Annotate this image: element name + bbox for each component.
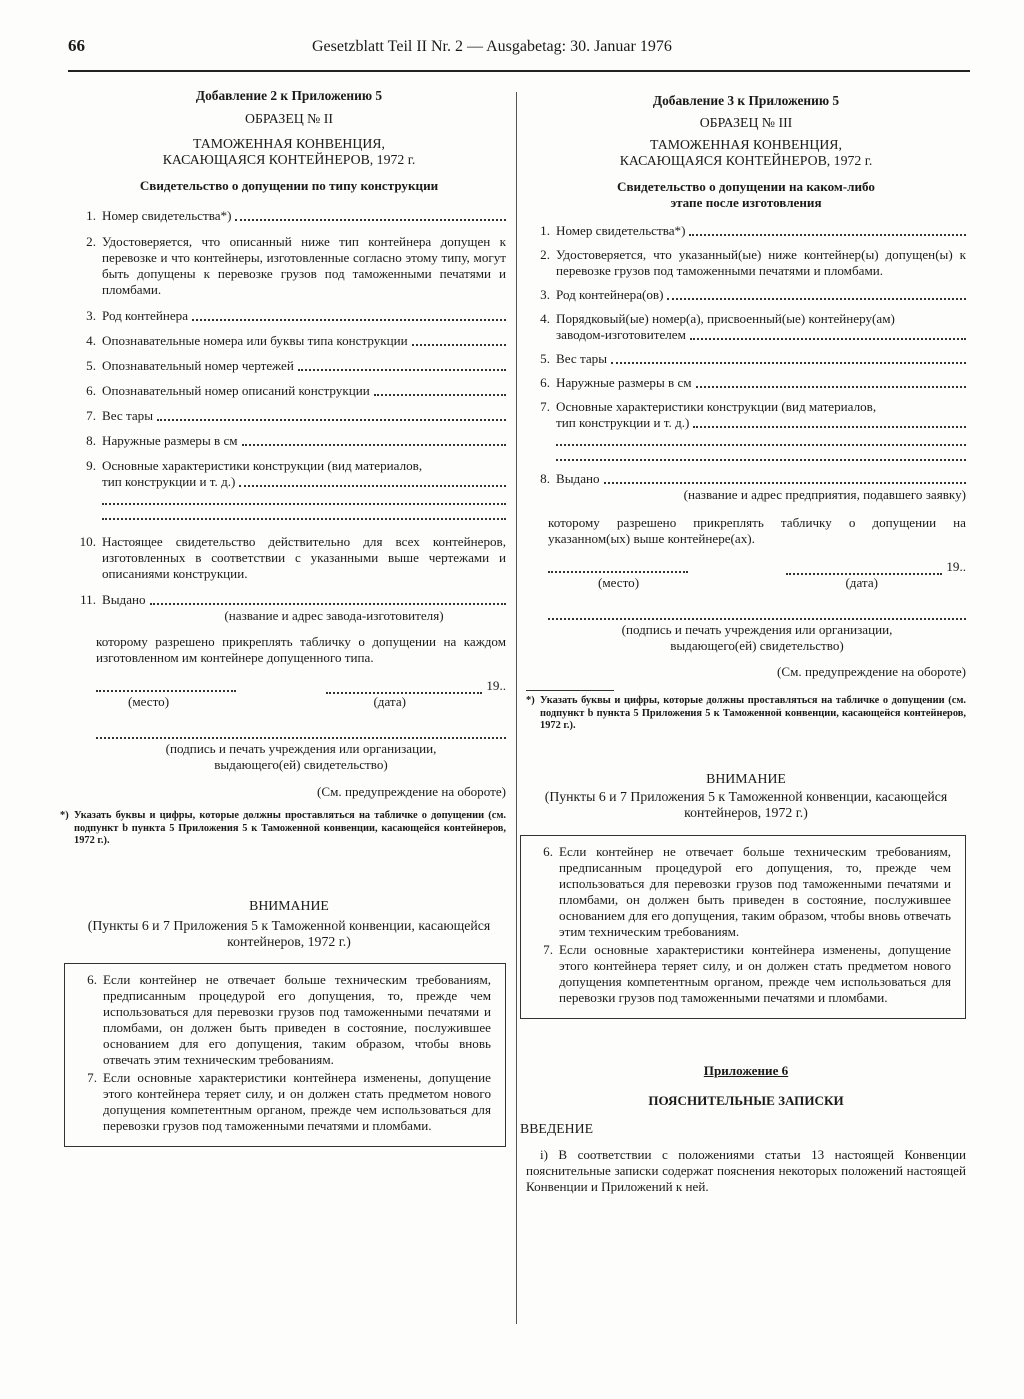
certificate-title-line-1: Свидетельство о допущении на каком-либо xyxy=(617,179,875,194)
form-item: 5. Вес тары xyxy=(526,351,966,367)
form-item: 6. Наружные размеры в см xyxy=(526,375,966,391)
warning-item: 6. Если контейнер не отвечает больше техническим требованиям, предписанным процедурой его допущения, то, прежде чем использоваться для перевозки грузов под таможенными печатями и пломбами, он должен быть приведен в состояние, послужившее основанием для его допущения, таким образом, чтобы вновь отвечать этим техническим требованиям. xyxy=(543,843,951,939)
fill-in-line[interactable] xyxy=(556,431,966,446)
intro-text: i) В соответствии с положениями статьи 13 настоящей Конвенции пояснительные записки содержат пояснения некоторых положений настоящей Конвенции и Приложений к ней. xyxy=(526,1146,966,1194)
form-item: 4. Опознавательные номера или буквы типа конструкции xyxy=(72,333,506,349)
place-field[interactable] xyxy=(96,678,236,692)
fill-in-line[interactable] xyxy=(696,385,966,388)
column-divider xyxy=(516,92,517,1324)
form-items xyxy=(526,223,966,503)
signature-block xyxy=(526,605,966,654)
warning-box xyxy=(520,835,966,1019)
form-item: 9. Основные характеристики конструкции (вид материалов, тип конструкции и т. д.) xyxy=(72,458,506,520)
date-caption: (дата) xyxy=(373,694,406,709)
right-column xyxy=(520,93,966,1195)
form-item: 6. Опознавательный номер описаний конструкции xyxy=(72,383,506,399)
attention-heading: ВНИМАНИЕ xyxy=(249,897,329,913)
fill-in-line[interactable] xyxy=(611,361,966,364)
fill-in-line[interactable] xyxy=(412,343,506,346)
fill-in-line[interactable] xyxy=(374,393,506,396)
convention-line-2: КАСАЮЩАЯСЯ КОНТЕЙНЕРОВ, 1972 г. xyxy=(619,153,873,168)
date-field[interactable] xyxy=(326,680,482,694)
convention-line-1: ТАМОЖЕННАЯ КОНВЕНЦИЯ, xyxy=(650,137,842,152)
form-item: 2. Удостоверяется, что описанный ниже тип контейнера допущен к перевозке и что контейнеры, изготовленные согласно этому типу, могут быть допущены к перевозке грузов под таможенными печатями и пломбами. xyxy=(86,234,506,297)
fill-in-line[interactable] xyxy=(150,602,506,605)
place-field[interactable] xyxy=(548,559,688,573)
certificate-title: Свидетельство о допущении по типу конструкции xyxy=(139,178,439,193)
form-item: 2. Удостоверяется, что указанный(ые) ниже контейнер(ы) допущен(ы) к перевозке грузов под таможенными печатями и пломбами. xyxy=(540,247,966,278)
signature-caption: (подпись и печать учреждения или организации, выдающего(ей) свидетельство) xyxy=(165,741,437,772)
place-caption: (место) xyxy=(598,575,640,590)
permit-text: которому разрешено прикреплять табличку о допущении на указанном(ых) выше контейнере(ах). xyxy=(548,515,966,546)
permit-text: которому разрешено прикреплять табличку о допущении на каждом изготовленном им контейнере допущенного типа. xyxy=(96,634,506,665)
see-reverse-note: (См. предупреждение на обороте) xyxy=(317,784,506,799)
appendix-heading: Добавление 3 к Приложению 5 xyxy=(652,93,840,108)
attention-subheading: (Пункты 6 и 7 Приложения 5 к Таможенной конвенции, касающейся контейнеров, 1972 г.) xyxy=(87,917,491,949)
signature-field[interactable] xyxy=(96,724,506,739)
fill-in-line[interactable] xyxy=(192,318,506,321)
convention-line-1: ТАМОЖЕННАЯ КОНВЕНЦИЯ, xyxy=(193,136,385,151)
form-item: 3. Род контейнера xyxy=(72,308,506,324)
form-item: 1. Номер свидетельства*) xyxy=(526,223,966,239)
gazette-title: Gesetzblatt Teil II Nr. 2 — Ausgabetag: 30. Januar 1976 xyxy=(312,38,672,55)
issuer-caption: (название и адрес завода-изготовителя) xyxy=(224,608,444,623)
warning-item: 6. Если контейнер не отвечает больше техническим требованиям, предписанным процедурой его допущения, то, прежде чем использоваться для перевозки грузов под таможенными печатями и пломбами, он должен быть приведен в состояние, послужившее основанием для его допущения, таким образом, чтобы вновь отвечать этим техническим требованиям. xyxy=(87,971,491,1067)
signature-caption: (подпись и печать учреждения или организации, выдающего(ей) свидетельство) xyxy=(621,622,893,653)
warning-item: 7. Если основные характеристики контейнера изменены, допущение этого контейнера теряет силу, и он должен стать предметом нового допущения компетентным органом, прежде чем использоваться для перевозки грузов под таможенными печатями и пломбами. xyxy=(543,941,951,1005)
signature-block xyxy=(72,724,506,773)
fill-in-line[interactable] xyxy=(693,425,966,428)
signature-field[interactable] xyxy=(548,605,966,620)
issuer-caption: (название и адрес предприятия, подавшего заявку) xyxy=(683,487,966,502)
form-item: 7. Вес тары xyxy=(72,408,506,424)
form-item: 8. Наружные размеры в см xyxy=(72,433,506,449)
form-item: 3. Род контейнера(ов) xyxy=(526,287,966,303)
form-item: 1. Номер свидетельства*) xyxy=(72,208,506,224)
footnote: *) Указать буквы и цифры, которые должны проставляться на табличке о допущении (см. подпункт b пункта 5 Приложения 5 к Таможенной конвенции, касающейся контейнеров, 1972 г.). xyxy=(60,810,506,846)
certificate-title-line-2: этапе после изготовления xyxy=(670,195,822,210)
fill-in-line[interactable] xyxy=(235,218,506,221)
place-date-block xyxy=(526,559,966,591)
date-field[interactable] xyxy=(786,561,942,575)
form-items xyxy=(72,208,506,624)
annex-heading: Приложение 6 xyxy=(703,1062,789,1078)
fill-in-line[interactable] xyxy=(239,484,506,487)
fill-in-line[interactable] xyxy=(298,368,506,371)
footnote-rule xyxy=(526,690,614,691)
form-item: 10. Настоящее свидетельство действительно для всех контейнеров, изготовленных в соответствии с указанными выше чертежами и описаниями конструкции. xyxy=(79,534,506,581)
fill-in-line[interactable] xyxy=(689,233,966,236)
convention-line-2: КАСАЮЩАЯСЯ КОНТЕЙНЕРОВ, 1972 г. xyxy=(162,152,416,167)
year-label: 19.. xyxy=(946,559,966,574)
fill-in-line[interactable] xyxy=(157,418,506,421)
appendix-heading: Добавление 2 к Приложению 5 xyxy=(195,88,383,103)
fill-in-line[interactable] xyxy=(242,443,506,446)
page-number: 66 xyxy=(68,36,85,55)
intro-heading: ВВЕДЕНИЕ xyxy=(520,1120,594,1136)
year-label: 19.. xyxy=(486,678,506,693)
warning-item: 7. Если основные характеристики контейнера изменены, допущение этого контейнера теряет силу, и он должен стать предметом нового допущения компетентным органом, прежде чем использоваться для перевозки грузов под таможенными печатями и пломбами. xyxy=(87,1069,491,1133)
left-column xyxy=(60,88,506,1147)
fill-in-line[interactable] xyxy=(556,446,966,461)
attention-subheading: (Пункты 6 и 7 Приложения 5 к Таможенной конвенции, касающейся контейнеров, 1972 г.) xyxy=(544,788,948,820)
form-item: 7. Основные характеристики конструкции (вид материалов, тип конструкции и т. д.) xyxy=(526,399,966,461)
see-reverse-note: (См. предупреждение на обороте) xyxy=(777,664,966,679)
place-date-block xyxy=(72,678,506,710)
footnote: *) Указать буквы и цифры, которые должны проставляться на табличке о допущении (см. подпункт b пункта 5 Приложения 5 к Таможенной конвенции, касающейся контейнеров, 1972 г.). xyxy=(526,695,966,731)
attention-heading: ВНИМАНИЕ xyxy=(706,770,786,786)
fill-in-line[interactable] xyxy=(690,337,966,340)
fill-in-line[interactable] xyxy=(667,297,966,300)
form-item: 5. Опознавательный номер чертежей xyxy=(72,358,506,374)
warning-box xyxy=(64,963,506,1147)
form-item: 11. Выдано (название и адрес завода-изготовителя) xyxy=(72,592,506,624)
sample-label: ОБРАЗЕЦ № II xyxy=(245,111,333,126)
sample-label: ОБРАЗЕЦ № III xyxy=(699,115,793,130)
annex-title: ПОЯСНИТЕЛЬНЫЕ ЗАПИСКИ xyxy=(648,1092,844,1108)
fill-in-line[interactable] xyxy=(102,490,506,505)
form-item: 8. Выдано (название и адрес предприятия, подавшего заявку) xyxy=(540,471,966,502)
form-item: 4. Порядковый(ые) номер(а), присвоенный(ые) контейнеру(ам) заводом-изготовителем xyxy=(526,311,966,343)
place-caption: (место) xyxy=(128,694,170,709)
header-rule xyxy=(68,70,970,72)
fill-in-line[interactable] xyxy=(604,481,966,484)
date-caption: (дата) xyxy=(845,575,878,590)
fill-in-line[interactable] xyxy=(102,505,506,520)
